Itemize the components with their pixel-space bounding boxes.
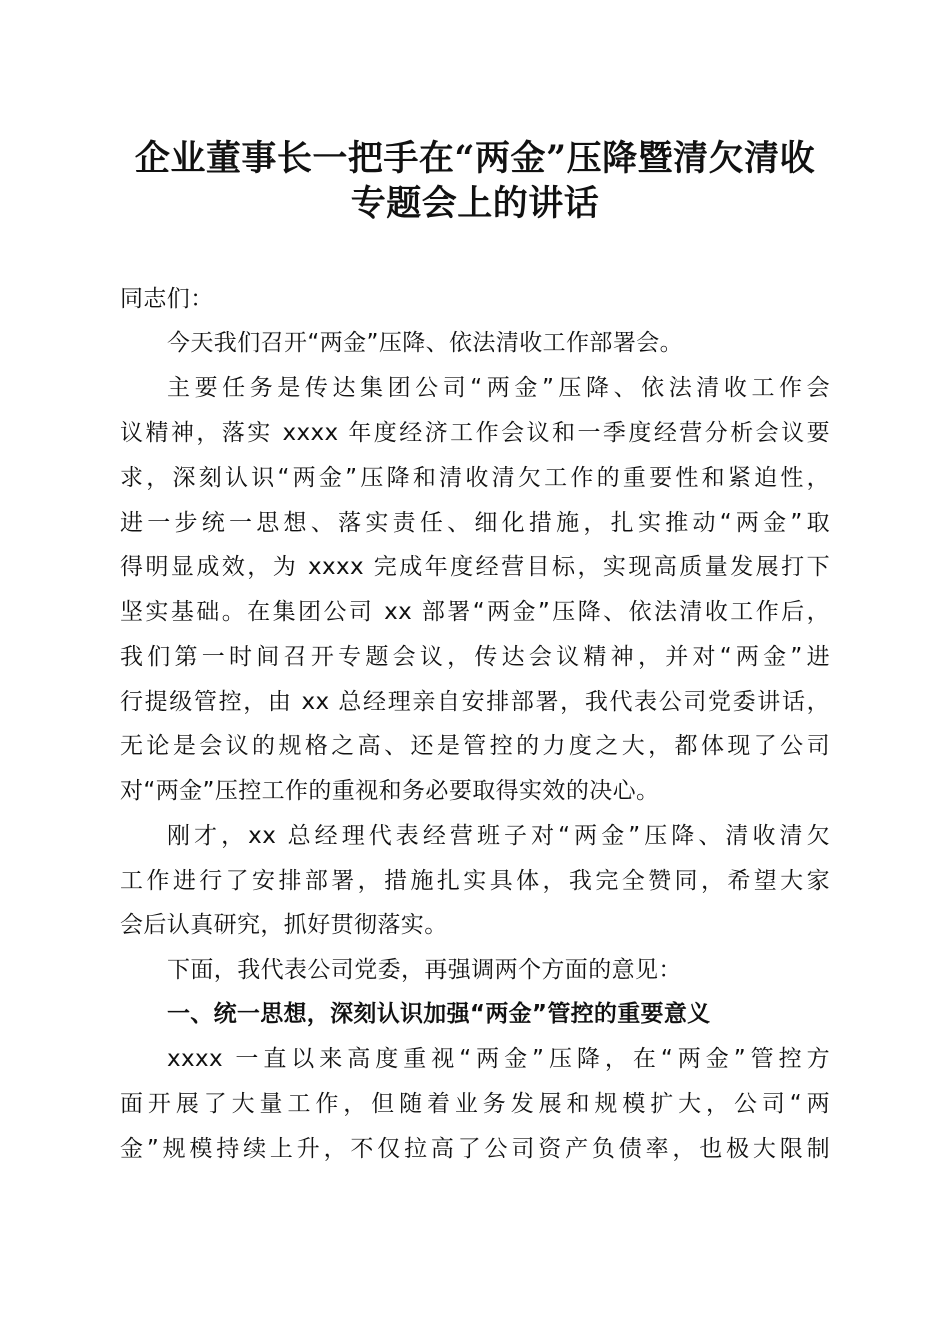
paragraph-4-line: 下面，我代表公司党委，再强调两个方面的意见： [167, 957, 682, 983]
document-title-line-2: 专题会上的讲话 [350, 183, 600, 224]
paragraph-5-line: 面开展了大量工作，但随着业务发展和规模扩大，公司“两 [120, 1091, 830, 1117]
paragraph-5-line: xxxx 一直以来高度重视“两金”压降，在“两金”管控方 [167, 1046, 830, 1072]
paragraph-2-line: 得明显成效，为 xxxx 完成年度经营目标，实现高质量发展打下 [120, 554, 830, 580]
paragraph-1-line: 今天我们召开“两金”压降、依法清收工作部署会。 [167, 330, 684, 356]
paragraph-2-line: 议精神，落实 xxxx 年度经济工作会议和一季度经营分析会议要 [120, 420, 830, 446]
paragraph-2-line: 进一步统一思想、落实责任、细化措施，扎实推动“两金”取 [120, 510, 830, 536]
document-title-line-1: 企业董事长一把手在“两金”压降暨清欠清收 [134, 138, 816, 179]
section-heading-1: 一、统一思想，深刻认识加强“两金”管控的重要意义 [167, 1001, 711, 1027]
paragraph-3-line: 工作进行了安排部署，措施扎实具体，我完全赞同，希望大家 [120, 868, 830, 894]
paragraph-2-line: 主要任务是传达集团公司“两金”压降、依法清收工作会 [167, 375, 830, 401]
paragraph-5-line: 金”规模持续上升，不仅拉高了公司资产负债率，也极大限制 [120, 1136, 830, 1162]
salutation: 同志们： [120, 286, 214, 312]
paragraph-2-line: 我们第一时间召开专题会议，传达会议精神，并对“两金”进 [120, 644, 830, 670]
paragraph-3-line: 刚才，xx 总经理代表经营班子对“两金”压降、清收清欠 [167, 823, 830, 849]
paragraph-3-line: 会后认真研究，抓好贯彻落实。 [120, 912, 448, 938]
paragraph-2-line: 对“两金”压控工作的重视和务必要取得实效的决心。 [120, 778, 660, 804]
paragraph-2-line: 无论是会议的规格之高、还是管控的力度之大，都体现了公司 [120, 733, 830, 759]
paragraph-2-line: 坚实基础。在集团公司 xx 部署“两金”压降、依法清收工作后， [120, 599, 830, 625]
paragraph-2-line: 行提级管控，由 xx 总经理亲自安排部署，我代表公司党委讲话， [120, 689, 830, 715]
paragraph-2-line: 求，深刻认识“两金”压降和清收清欠工作的重要性和紧迫性， [120, 465, 830, 491]
